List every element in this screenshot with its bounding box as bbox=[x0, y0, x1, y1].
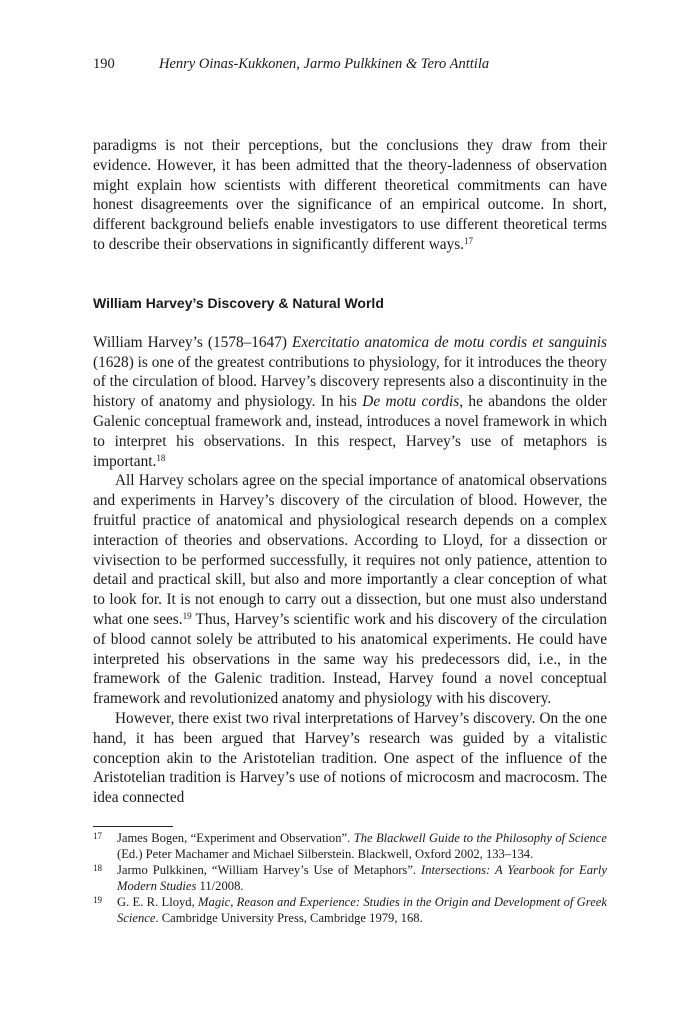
footnote-number: 18 bbox=[93, 863, 102, 873]
running-header bbox=[93, 54, 613, 74]
work-title-exercitatio: Exercitatio anatomica de motu cordis et sanguinis bbox=[292, 333, 607, 351]
paragraph-2 bbox=[93, 333, 607, 472]
work-title-de-motu-cordis: De motu cordis bbox=[362, 393, 460, 411]
page-number: 190 bbox=[93, 56, 115, 72]
footnote-ref-19[interactable]: 19 bbox=[182, 610, 192, 621]
footnote-18-text-a: Jarmo Pulkkinen, “William Harvey’s Use of Metaphors”. bbox=[117, 863, 421, 877]
paragraph-3-text-b: Thus, Harvey’s scientific work and his discovery of the circulation of blood cannot solely be attributed to his anatomical experiments. He could have interpreted his observations in the same way his predecessors did, i.e., in the framework of the Galenic tradition. Instead, Harvey found a novel conceptual framework and revolutionized anatomy and physiology with his discovery. bbox=[93, 610, 607, 708]
paragraph-1-text: paradigms is not their perceptions, but the conclusions they draw from their evidence. However, it has been admitted that the theory-ladenness of observation might explain how scientists with different theoretical commitments can have honest disagreements over the significance of an empirical outcome. In short, different background beliefs enable investigators to use different theoretical terms to describe their observations in significantly different ways. bbox=[93, 137, 607, 253]
footnotes bbox=[93, 830, 607, 926]
footnote-ref-18[interactable]: 18 bbox=[156, 452, 166, 463]
footnote-17 bbox=[93, 830, 607, 862]
footnote-text bbox=[117, 830, 607, 862]
footnote-19-text-b: . Cambridge University Press, Cambridge 1979, 168. bbox=[155, 911, 423, 925]
section-heading: William Harvey’s Discovery & Natural World bbox=[93, 294, 384, 311]
paragraph-2-text-c: , he abandons the older Galenic conceptual framework and, instead, introduces a novel framework in which to interpret his observations. In this respect, Harvey’s use of metaphors is important. bbox=[93, 393, 607, 470]
footnote-text bbox=[117, 862, 607, 894]
footnote-number: 19 bbox=[93, 895, 102, 905]
footnote-18-text-b: 11/2008. bbox=[196, 879, 244, 893]
footnote-rule bbox=[93, 826, 173, 827]
main-text bbox=[93, 136, 607, 808]
footnote-text bbox=[117, 894, 607, 926]
footnote-18 bbox=[93, 862, 607, 894]
paragraph-3 bbox=[93, 471, 607, 709]
footnote-17-work-title: The Blackwell Guide to the Philosophy of Science bbox=[353, 831, 607, 845]
footnote-19-work-title: Magic, Reason and Experience: Studies in the Origin and Development of Greek Science bbox=[117, 895, 607, 925]
footnote-ref-17[interactable]: 17 bbox=[464, 235, 473, 246]
running-header-authors: Henry Oinas-Kukkonen, Jarmo Pulkkinen & Tero Anttila bbox=[159, 56, 490, 72]
paragraph-1 bbox=[93, 136, 607, 255]
footnote-19 bbox=[93, 894, 607, 926]
footnote-number: 17 bbox=[93, 831, 102, 841]
footnote-18-work-title: Intersections: A Yearbook for Early Modern Studies bbox=[117, 863, 607, 893]
footnote-17-text-a: James Bogen, “Experiment and Observation”. bbox=[117, 831, 354, 845]
paragraph-4: However, there exist two rival interpretations of Harvey’s discovery. On the one hand, it has been argued that Harvey’s research was guided by a vitalistic conception akin to the Aristotelian tradition. One aspect of the influence of the Aristotelian tradition is Harvey’s use of notions of microcosm and macrocosm. The idea connected bbox=[93, 709, 607, 807]
paragraph-3-text-a: All Harvey scholars agree on the special importance of anatomical observations and experiments in Harvey’s discovery of the circulation of blood. However, the fruitful practice of anatomical and physiological research depends on a complex interaction of theories and observations. According to Lloyd, for a dissection or vivisection to be performed successfully, it requires not only patience, attention to detail and practical skill, but also and more importantly a clear conception of what to look for. It is not enough to carry out a dissection, but one must also understand what one sees. bbox=[93, 472, 607, 628]
footnote-17-text-b: (Ed.) Peter Machamer and Michael Silberstein. Blackwell, Oxford 2002, 133–134. bbox=[117, 847, 534, 861]
paragraph-2-text-b: (1628) is one of the greatest contributions to physiology, for it introduces the theory of the circulation of blood. Harvey’s discovery represents also a discontinuity in the history of anatomy and physiology. In his bbox=[93, 353, 607, 411]
paragraph-2-text-a: William Harvey’s (1578–1647) bbox=[93, 333, 293, 351]
footnote-19-text-a: G. E. R. Lloyd, bbox=[117, 895, 199, 909]
